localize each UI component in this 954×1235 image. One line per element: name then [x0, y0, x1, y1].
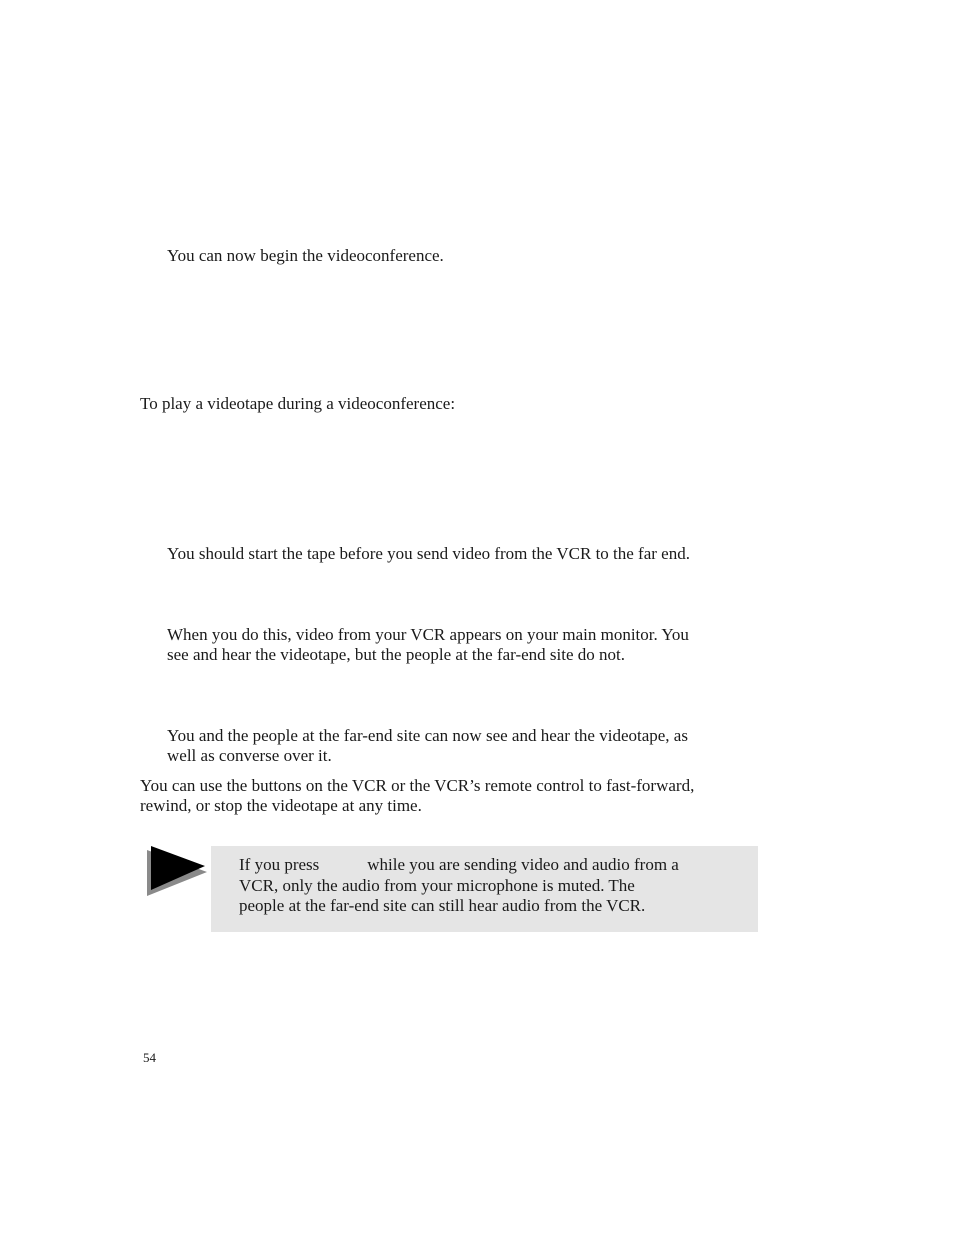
- vcr-controls-line: You can use the buttons on the VCR or the VCR’s remote control to fast-forward,: [140, 776, 695, 795]
- procedure-intro: To play a videotape during a videoconference:: [140, 394, 456, 413]
- note-text: [239, 855, 679, 917]
- step-result-begin: You can now begin the videoconference.: [167, 246, 444, 265]
- note-line-1: [239, 855, 679, 876]
- vcr-controls-line: rewind, or stop the videotape at any time.: [140, 796, 422, 815]
- note-line-2: VCR, only the audio from your microphone is muted. The: [239, 875, 635, 895]
- page-number: 54: [143, 1050, 156, 1065]
- step-far-end-view-line: You and the people at the far-end site can now see and hear the videotape, as: [167, 726, 688, 745]
- note-box: [211, 846, 758, 932]
- step-local-view-line: When you do this, video from your VCR appears on your main monitor. You: [167, 625, 689, 644]
- step-start-tape: You should start the tape before you send video from the VCR to the far end.: [167, 544, 690, 563]
- note-line-1-end: while you are sending video and audio from a: [367, 855, 679, 874]
- note-line-3: people at the far-end site can still hear audio from the VCR.: [239, 896, 646, 915]
- arrow-right-icon: [145, 842, 209, 898]
- note-line-1-start: If you press: [239, 855, 320, 874]
- step-local-view-line: see and hear the videotape, but the people at the far-end site do not.: [167, 645, 626, 664]
- step-far-end-view-line: well as converse over it.: [167, 746, 332, 765]
